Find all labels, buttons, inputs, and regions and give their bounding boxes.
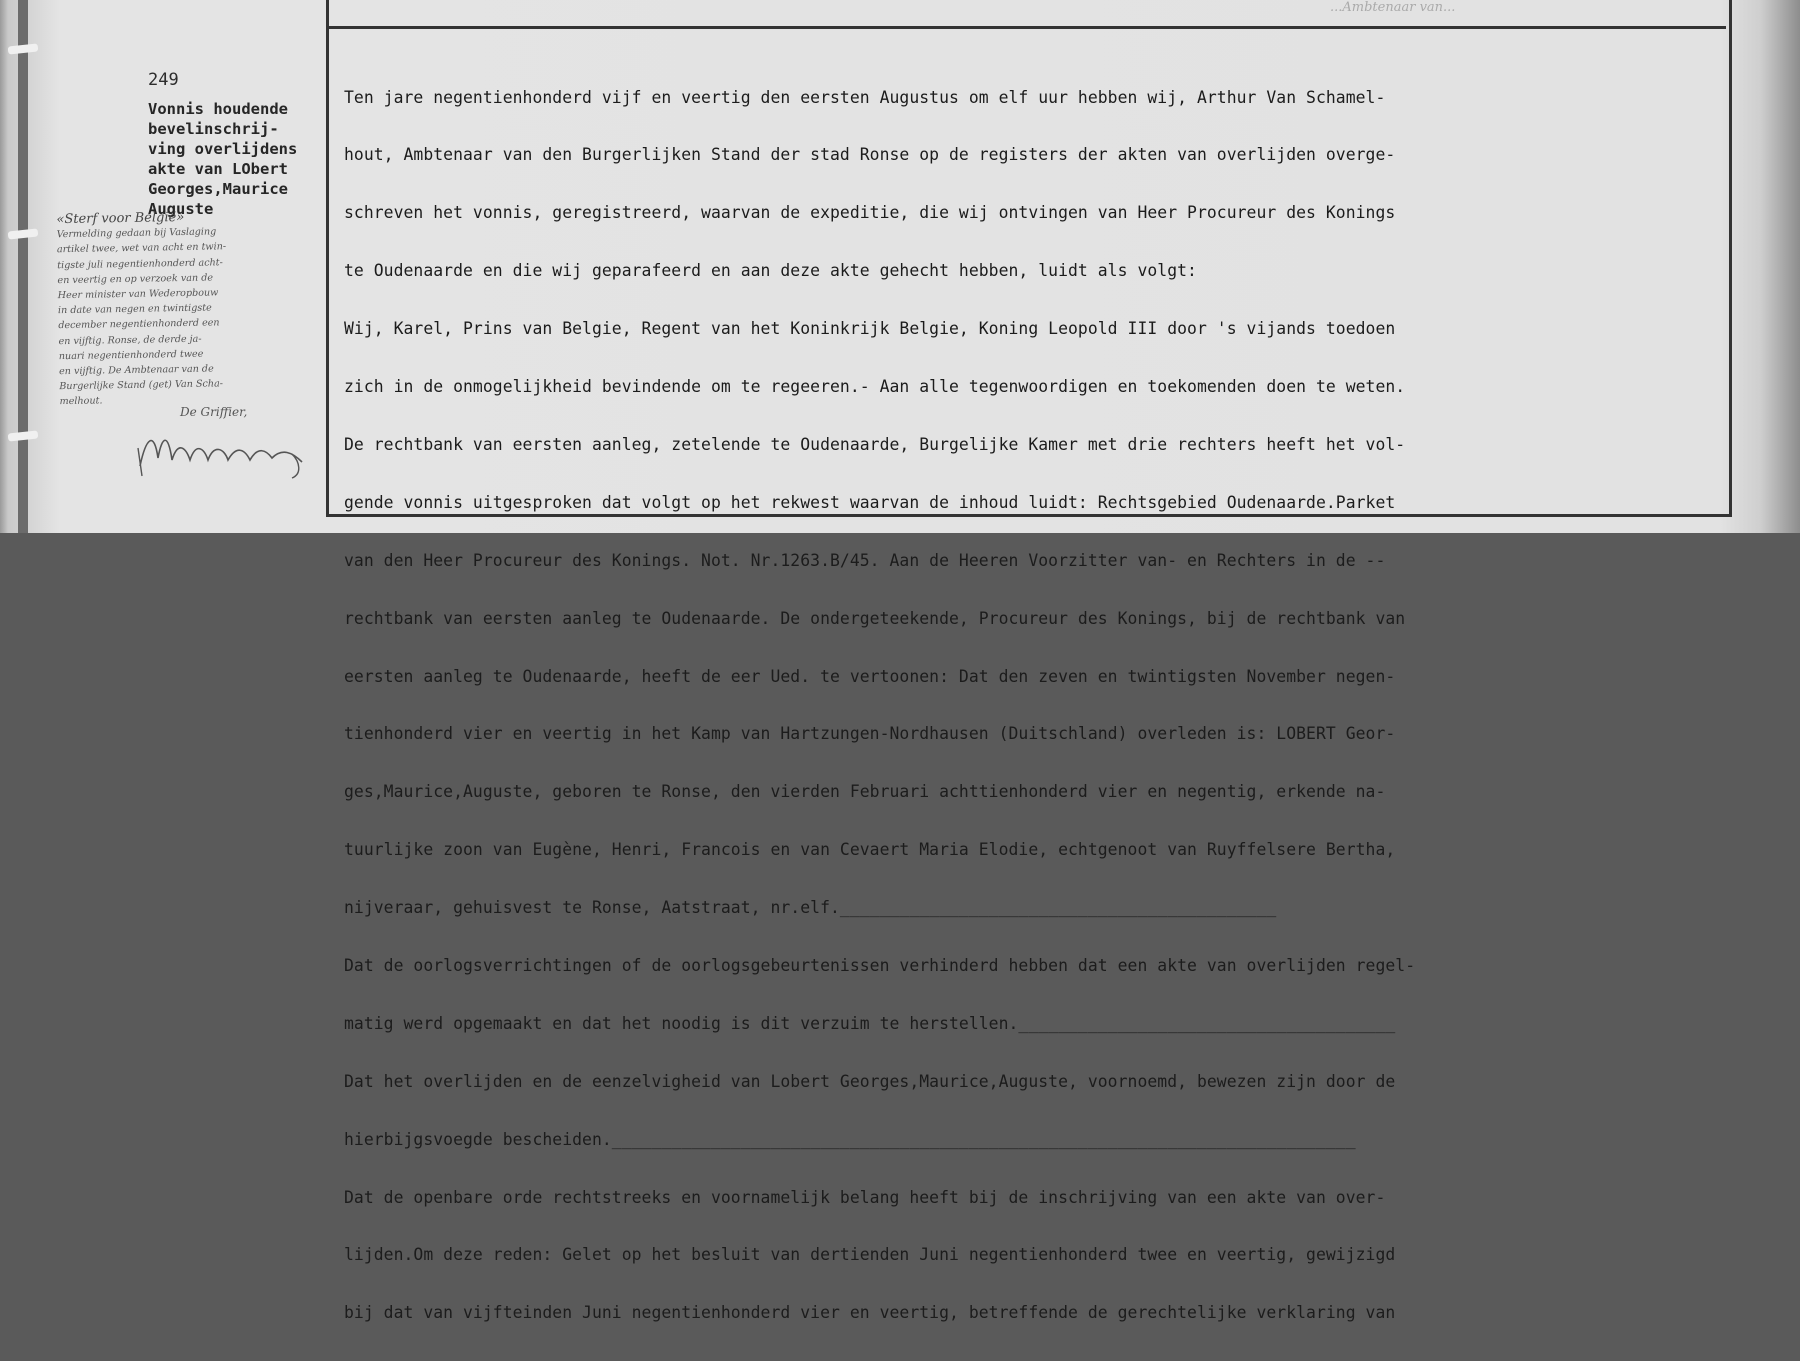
annotation-line: nuari negentienhonderd twee bbox=[58, 348, 204, 363]
body-line: schreven het vonnis, geregistreerd, waarvan de expeditie, die wij ontvingen van Heer Procureur des Konings bbox=[344, 203, 1396, 223]
annotation-line: december negentienhonderd een bbox=[58, 317, 220, 332]
body-line: ges,Maurice,Auguste, geboren te Ronse, den vierden Februari achttienhonderd vier en negentig, erkende na- bbox=[344, 782, 1386, 802]
body-line: bij dat van vijfteinden Juni negentienhonderd vier en veertig, betreffende de gerechtelijke verklaring van bbox=[344, 1303, 1396, 1323]
body-line: De rechtbank van eersten aanleg, zetelende te Oudenaarde, Burgelijke Kamer met drie rechters heeft het vol- bbox=[344, 434, 1406, 454]
body-line: Wij, Karel, Prins van Belgie, Regent van het Koninkrijk Belgie, Koning Leopold III door 's vijands toedoen bbox=[344, 319, 1396, 339]
annotation-line: Heer minister van Wederopbouw bbox=[57, 287, 219, 302]
binding-stitch bbox=[8, 430, 39, 441]
annotation-line: artikel twee, wet van acht en twin- bbox=[56, 241, 227, 256]
body-line: Dat de oorlogsverrichtingen of de oorlogsgebeurtenissen verhinderd hebben dat een akte van overlijden regel- bbox=[344, 955, 1416, 975]
margin-title-line: ving overlijdens bbox=[148, 140, 298, 158]
body-line: te Oudenaarde en die wij geparafeerd en aan deze akte gehecht hebben, luidt als volgt: bbox=[344, 261, 1197, 281]
margin-title-line: akte van LObert bbox=[148, 160, 288, 178]
body-line: nijveraar, gehuisvest te Ronse, Aatstraat, nr.elf.____________________________________________ bbox=[344, 898, 1277, 918]
body-line: Dat het overlijden en de eenzelvigheid van Lobert Georges,Maurice,Auguste, voornoemd, bewezen zijn door de bbox=[344, 1071, 1396, 1091]
annotation-line: tigste juli negentienhonderd acht- bbox=[57, 256, 223, 271]
annotation-line: en vijftig. Ronse, de derde ja- bbox=[58, 333, 202, 347]
body-line: lijden.Om deze reden: Gelet op het besluit van dertienden Juni negentienhonderd twee en veertig, gewijzigd bbox=[344, 1245, 1396, 1265]
body-line: van den Heer Procureur des Konings. Not. Nr.1263.B/45. Aan de Heeren Voorzitter van- en Rechters in de -- bbox=[344, 550, 1386, 570]
annotation-line: Burgerlijke Stand (get) Van Scha- bbox=[59, 378, 224, 393]
handwritten-annotation bbox=[56, 208, 309, 410]
annotation-line: Vermelding gedaan bij Vaslaging bbox=[56, 226, 217, 241]
body-line: Dat de openbare orde rechtstreeks en voornamelijk belang heeft bij de inschrijving van een akte van over- bbox=[344, 1187, 1386, 1207]
body-line: hout, Ambtenaar van den Burgerlijken Stand der stad Ronse op de registers der akten van overlijden overge- bbox=[344, 145, 1396, 165]
margin-title bbox=[148, 99, 297, 219]
body-line: tuurlijke zoon van Eugène, Henri, Francois en van Cevaert Maria Elodie, echtgenoot van Ruyffelsere Bertha, bbox=[344, 840, 1396, 860]
body-line: rechtbank van eersten aanleg te Oudenaarde. De ondergeteekende, Procureur des Konings, bij de rechtbank van bbox=[344, 608, 1406, 628]
annotation-heading: «Sterf voor België» bbox=[56, 209, 185, 228]
binding-spine bbox=[18, 0, 28, 533]
binding-stitch bbox=[8, 43, 39, 54]
act-body-text bbox=[344, 49, 1724, 1361]
margin-title-line: Auguste bbox=[148, 200, 214, 218]
body-line: Ten jare negentienhonderd vijf en veertig den eersten Augustus om elf uur hebben wij, Arthur Van Schamel- bbox=[344, 87, 1386, 107]
bleed-through-text: ...Ambtenaar van... bbox=[1330, 0, 1456, 15]
signature-icon bbox=[132, 418, 312, 478]
annotation-line: en veertig en op verzoek van de bbox=[57, 272, 214, 286]
binding-stitch bbox=[8, 228, 39, 239]
body-line: zich in de onmogelijkheid bevindende om te regeeren.- Aan alle tegenwoordigen en toekomenden doen te weten. bbox=[344, 377, 1406, 397]
body-line: hierbijgsvoegde bescheiden.___________________________________________________________________________ bbox=[344, 1129, 1356, 1149]
margin-title-line: Georges,Maurice bbox=[148, 180, 288, 198]
margin-title-line: Vonnis houdende bbox=[148, 100, 288, 118]
annotation-line: melhout. bbox=[59, 395, 103, 408]
act-number: 249 bbox=[148, 70, 179, 90]
margin-title-line: bevelinschrij- bbox=[148, 120, 279, 138]
body-line: gende vonnis uitgesproken dat volgt op het rekwest waarvan de inhoud luidt: Rechtsgebied Oudenaarde.Parket bbox=[344, 492, 1396, 512]
annotation-line: in date van negen en twintigste bbox=[57, 302, 212, 317]
body-line: tienhonderd vier en veertig in het Kamp van Hartzungen-Nordhausen (Duitschland) overleden is: LOBERT Geor- bbox=[344, 724, 1396, 744]
body-line: matig werd opgemaakt en dat het noodig is dit verzuim te herstellen.______________________________________ bbox=[344, 1013, 1396, 1033]
annotation-line: en vijftig. De Ambtenaar van de bbox=[58, 363, 214, 378]
body-line: eersten aanleg te Oudenaarde, heeft de eer Ued. te vertoonen: Dat den zeven en twintigsten November negen- bbox=[344, 666, 1396, 686]
greffier-label: De Griffier, bbox=[180, 405, 248, 419]
